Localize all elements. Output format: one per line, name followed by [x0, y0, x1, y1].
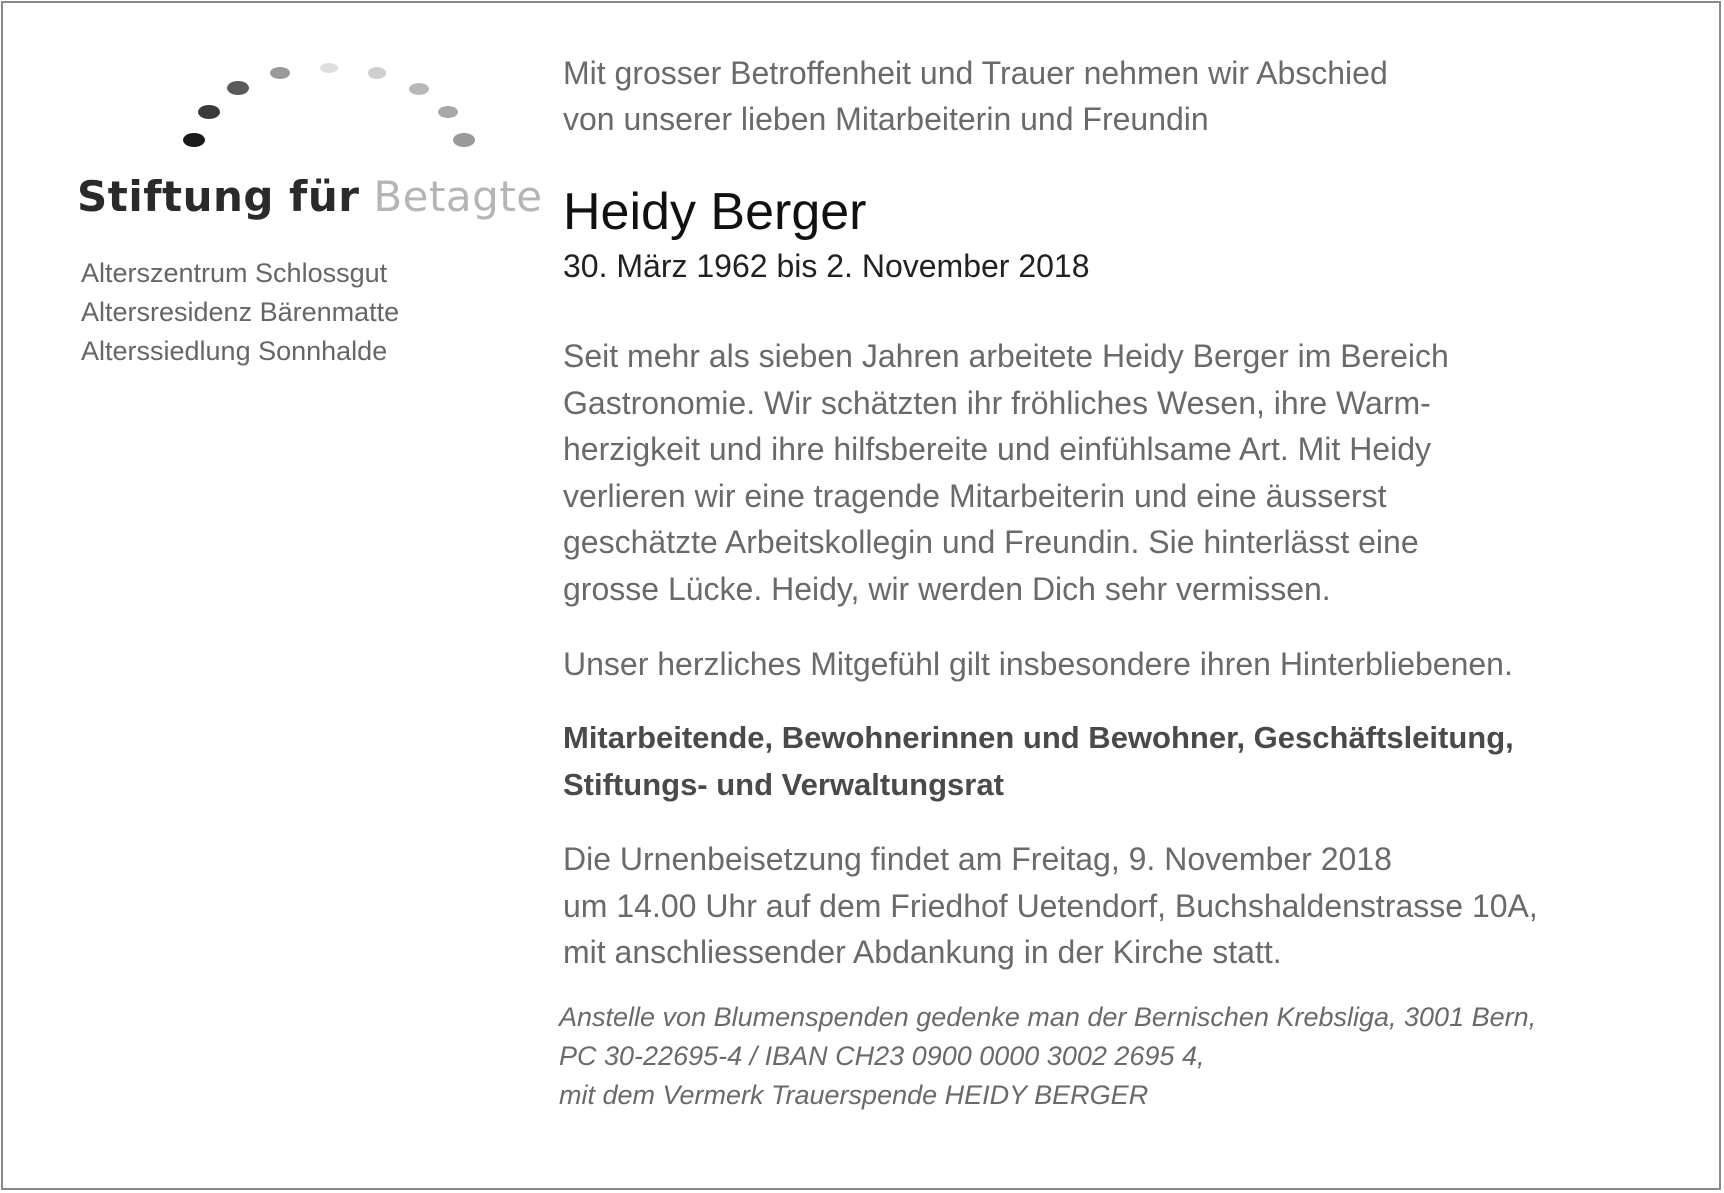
donation-line: mit dem Vermerk Trauerspende HEIDY BERGER: [559, 1079, 1149, 1110]
deceased-name: Heidy Berger: [563, 183, 867, 241]
facility-item: Altersresidenz Bärenmatte: [81, 297, 400, 327]
intro-line: von unserer lieben Mitarbeiterin und Freundin: [563, 101, 1209, 137]
tribute-line: Gastronomie. Wir schätzten ihr fröhliches Wesen, ihre Warm-: [563, 384, 1431, 421]
donation-line: PC 30-22695-4 / IBAN CH23 0900 0000 3002 2695 4,: [559, 1040, 1205, 1071]
tribute-line: grosse Lücke. Heidy, wir werden Dich sehr vermissen.: [563, 570, 1331, 607]
tribute-line: geschätzte Arbeitskollegin und Freundin. Sie hinterlässt eine: [563, 524, 1419, 560]
burial-line: Die Urnenbeisetzung findet am Freitag, 9. November 2018: [563, 841, 1392, 877]
facility-item: Alterszentrum Schlossgut: [81, 258, 388, 288]
sympathy-text: Unser herzliches Mitgefühl gilt insbesondere ihren Hinterbliebenen.: [563, 646, 1513, 682]
intro-line: Mit grosser Betroffenheit und Trauer nehmen wir Abschied: [563, 55, 1388, 91]
donation-note: [559, 998, 1663, 1115]
logo-wordmark: [77, 172, 543, 221]
logo-dots-graphic: [0, 0, 560, 180]
signatories: [563, 714, 1663, 808]
donation-line: Anstelle von Blumenspenden gedenke man der Bernischen Krebsliga, 3001 Bern,: [559, 1001, 1537, 1032]
tribute-line: verlieren wir eine tragende Mitarbeiterin und eine äusserst: [563, 477, 1387, 514]
burial-line: mit anschliessender Abdankung in der Kirche statt.: [563, 934, 1282, 970]
facility-item: Alterssiedlung Sonnhalde: [81, 336, 388, 366]
facilities-list: [81, 254, 399, 371]
tribute-line: Seit mehr als sieben Jahren arbeitete Heidy Berger im Bereich: [563, 338, 1449, 374]
tribute-line: herzigkeit und ihre hilfsbereite und einfühlsame Art. Mit Heidy: [563, 431, 1431, 467]
logo-text-light: Betagte: [373, 172, 543, 221]
tribute-text: [563, 333, 1663, 612]
signatories-line: Stiftungs- und Verwaltungsrat: [563, 767, 1004, 802]
obituary-main: [559, 50, 1663, 1115]
intro-text: [563, 50, 1663, 142]
logo-text-strong: Stiftung für: [77, 172, 360, 221]
burial-line: um 14.00 Uhr auf dem Friedhof Uetendorf, Buchshaldenstrasse 10A,: [563, 887, 1538, 924]
life-dates: 30. März 1962 bis 2. November 2018: [563, 248, 1090, 284]
signatories-line: Mitarbeitende, Bewohnerinnen und Bewohner, Geschäftsleitung,: [563, 720, 1514, 755]
burial-info: [563, 836, 1663, 976]
